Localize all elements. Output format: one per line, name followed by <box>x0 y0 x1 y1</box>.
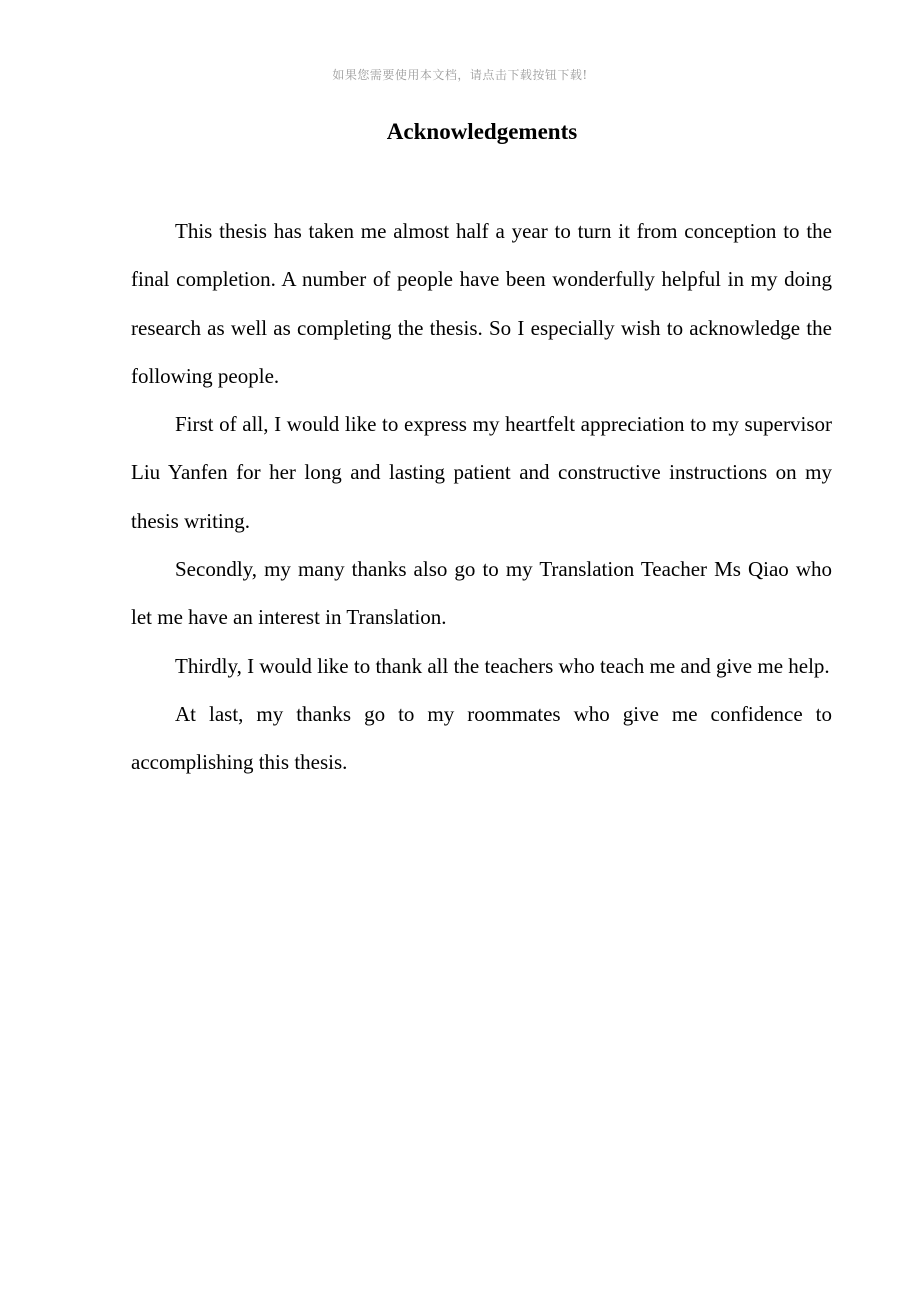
paragraph-translation-teacher: Secondly, my many thanks also go to my Translation Teacher Ms Qiao who let me have an interest in Translation. <box>131 557 832 630</box>
paragraph-supervisor: First of all, I would like to express my heartfelt appreciation to my supervisor Liu Yanfen for her long and lasting patient and constructive instructions on my thesis writing. <box>131 412 832 533</box>
paragraph-roommates: At last, my thanks go to my roommates who give me confidence to accomplishing this thesis. <box>131 701 832 775</box>
paragraph-intro: This thesis has taken me almost half a year to turn it from conception to the final completion. A number of people have been wonderfully helpful in my doing research as well as completing the thesis. So I especially wish to acknowledge the following people. <box>131 219 832 388</box>
download-notice: 如果您需要使用本文档，请点击下载按钮下载! <box>332 68 588 82</box>
document-body <box>131 207 832 787</box>
paragraph-teachers: Thirdly, I would like to thank all the teachers who teach me and give me help. <box>175 653 830 678</box>
page-title: Acknowledgements <box>386 119 578 144</box>
